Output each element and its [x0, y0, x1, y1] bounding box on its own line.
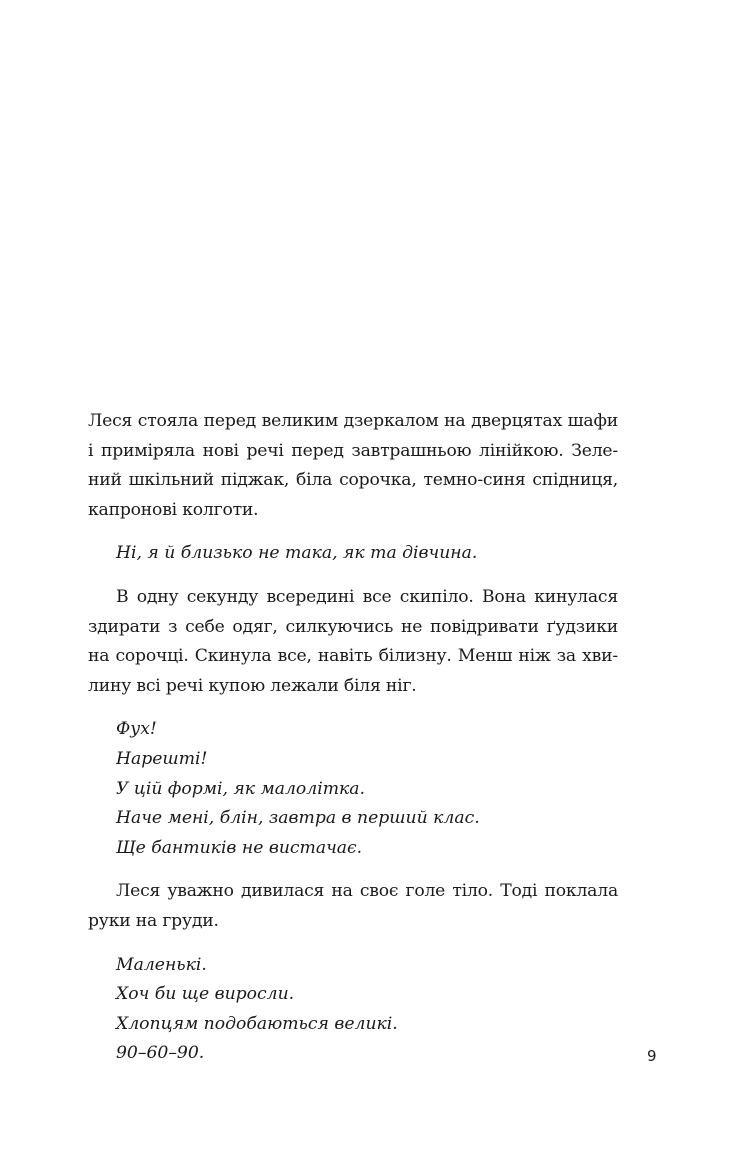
paragraph-3	[88, 877, 618, 936]
text-line: лину всі речі купою лежали біля ніг.	[88, 675, 417, 696]
text-line: Ні, я й близько не така, як та дівчина.	[116, 543, 478, 564]
text-line: і приміряла нові речі перед завтрашньою лінійкою. Зеле-	[88, 440, 618, 461]
inner-thought-3	[116, 951, 618, 1069]
text-line: руки на груди.	[88, 910, 219, 931]
paragraph-2	[88, 583, 618, 701]
text-line: В одну секунду всередині все скипіло. Вона кинулася	[116, 586, 618, 607]
page-text	[88, 407, 618, 1083]
page-number: 9	[647, 1047, 657, 1065]
text-line: Леся уважно дивилася на своє голе тіло. Тоді поклала	[116, 881, 618, 902]
text-line: 90–60–90.	[116, 1043, 205, 1064]
text-line: Хоч би ще виросли.	[116, 984, 295, 1005]
inner-thought-2	[116, 715, 618, 863]
text-line: капронові колготи.	[88, 499, 259, 520]
text-line: здирати з себе одяг, силкуючись не повідривати ґудзики	[88, 616, 618, 637]
text-line: на сорочці. Скинула все, навіть білизну. Менш ніж за хви-	[88, 646, 618, 667]
text-line: Нарешті!	[116, 748, 208, 769]
paragraph-1	[88, 407, 618, 525]
text-line: У цій формі, як малолітка.	[116, 778, 365, 799]
text-line: Маленькі.	[116, 954, 207, 975]
text-line: Хлопцям подобаються великі.	[116, 1013, 398, 1034]
text-line: ний шкільний піджак, біла сорочка, темно-синя спідниця,	[88, 470, 618, 491]
text-line: Леся стояла перед великим дзеркалом на дверцятах шафи	[88, 411, 618, 431]
text-line: Фух!	[116, 719, 157, 740]
text-line: Наче мені, блін, завтра в перший клас.	[116, 808, 480, 829]
text-line: Ще бантиків не вистачає.	[116, 837, 363, 858]
inner-thought-1	[116, 539, 618, 569]
